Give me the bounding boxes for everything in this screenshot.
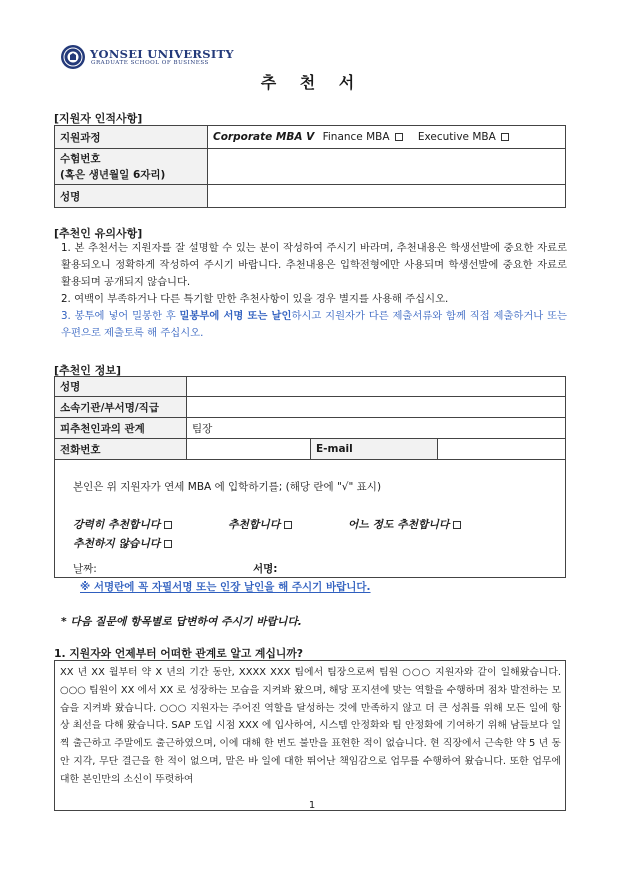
logo-subtitle: GRADUATE SCHOOL OF BUSINESS bbox=[91, 60, 209, 66]
signature-label: 서명: bbox=[253, 563, 278, 575]
question-instruction: * 다음 질문에 항목별로 답변하여 주시기 바랍니다. bbox=[61, 615, 302, 628]
note-3-a: 3. 봉투에 넣어 밀봉한 후 bbox=[61, 310, 180, 322]
phone-label: 전화번호 bbox=[55, 439, 187, 460]
strongly-recommend-checkbox[interactable] bbox=[164, 521, 172, 529]
option-recommend-label: 추천합니다 bbox=[227, 518, 281, 531]
option-strongly-recommend-label: 강력히 추천합니다 bbox=[73, 518, 161, 531]
page-title: 추 천 서 bbox=[260, 73, 364, 92]
university-logo bbox=[60, 44, 234, 70]
applicant-section-title: [지원자 인적사항] bbox=[54, 112, 143, 125]
phone-field[interactable] bbox=[187, 439, 311, 460]
program-options bbox=[208, 126, 566, 149]
recommender-section-title: [추천인 정보] bbox=[54, 364, 122, 377]
finance-checkbox[interactable] bbox=[395, 133, 403, 141]
signature-warning: ※ 서명란에 꼭 자필서명 또는 인장 날인을 해 주시기 바랍니다. bbox=[80, 581, 371, 593]
recommendation-box bbox=[54, 459, 566, 578]
university-seal-icon bbox=[60, 44, 86, 70]
notes-section-title: [추천인 유의사항] bbox=[54, 227, 143, 240]
note-2: 2. 여백이 부족하거나 다른 특기할 만한 추천사항이 있을 경우 별지를 사용해 주십시오. bbox=[61, 293, 449, 305]
page-number: 1 bbox=[308, 800, 316, 811]
applicant-name-label: 성명 bbox=[55, 185, 208, 208]
option-strongly-recommend[interactable] bbox=[73, 518, 198, 531]
org-field[interactable] bbox=[187, 397, 566, 418]
option-somewhat-recommend[interactable] bbox=[348, 518, 487, 531]
question-1-answer[interactable]: XX 년 XX 월부터 약 X 년의 기간 동안, XXXX XXX 팀에서 팀장으로써 팀원 ○○○ 지원자와 같이 일해왔습니다. ○○○ 팀원이 XX 에서 XX 로 성장하는 모습을 지켜봐 왔으며, 해당 포지션에 맞는 역할을 수행하며 점차 발전하는 모습을 지켜봐 왔습니다. ○○○ 지원자는 주어진 역할을 달성하는 것에 만족하지 않고 더 큰 성취를 위해 모든 일에 항상 최선을 다해 왔습니다. SAP 도입 시점 XXX 에 입사하여, 시스템 안정화와 팀 안정화에 기여하기 위해 남들보다 일찍 출근하고 주말에도 출근하였으며, 이에 대해 한 번도 불만을 표현한 적이 없습니다. 현 직장에서 근속한 약 5 년 동안 지각, 무단 결근을 한 적이 없으며, 맡은 바 일에 대한 뛰어난 책임감으로 업무를 수행하여 왔습니다. 또한 업무에 대한 본인만의 소신이 뚜렷하여 bbox=[54, 660, 566, 811]
note-3-emphasis: 밀봉부에 서명 또는 날인 bbox=[179, 310, 292, 322]
recommender-name-field[interactable] bbox=[187, 377, 566, 397]
relation-label: 피추천인과의 관계 bbox=[55, 418, 187, 439]
notes-list bbox=[61, 240, 567, 342]
option-somewhat-recommend-label: 어느 정도 추천합니다 bbox=[347, 518, 450, 531]
not-recommend-checkbox[interactable] bbox=[164, 540, 172, 548]
program-executive-label: Executive MBA bbox=[417, 131, 496, 143]
note-3 bbox=[61, 308, 567, 342]
exam-number-label-sub: (혹은 생년월일 6자리) bbox=[60, 168, 166, 181]
note-1: 1. 본 추천서는 지원자를 잘 설명할 수 있는 분이 작성하여 주시기 바라며, 추천내용은 학생선발에 중요한 자료로 활용되오니 정확하게 작성하여 주시기 바랍니다. 추천내용은 입학전형에만 사용되며 학생선발에 중요한 자료로 활용되며 공개되지 않습니다. bbox=[61, 242, 567, 288]
exam-number-label bbox=[55, 149, 208, 185]
org-label: 소속기관/부서명/직급 bbox=[55, 397, 187, 418]
option-recommend[interactable] bbox=[228, 518, 318, 531]
applicant-name-field[interactable] bbox=[208, 185, 566, 208]
date-label: 날짜: bbox=[73, 563, 97, 575]
program-corporate: Corporate MBA V bbox=[213, 131, 315, 143]
exam-number-label-main: 수험번호 bbox=[60, 152, 101, 165]
option-not-recommend[interactable] bbox=[73, 537, 198, 550]
logo-name: YONSEI UNIVERSITY bbox=[90, 47, 234, 61]
recommender-table bbox=[54, 376, 566, 460]
program-finance-label: Finance MBA bbox=[322, 131, 390, 143]
email-field[interactable] bbox=[438, 439, 566, 460]
question-1-label: 1. 지원자와 언제부터 어떠한 관계로 알고 계십니까? bbox=[54, 647, 304, 660]
program-label: 지원과정 bbox=[55, 126, 208, 149]
note-3-c: 하시고 지원자가 다른 제출서류와 함께 직접 제출하거나 또는 우편으로 제출토록 해 주십시오. bbox=[61, 310, 567, 339]
email-label: E-mail bbox=[311, 439, 438, 460]
exam-number-field[interactable] bbox=[208, 149, 566, 185]
somewhat-recommend-checkbox[interactable] bbox=[453, 521, 461, 529]
recommendation-intro: 본인은 위 지원자가 연세 MBA 에 입학하기를; (해당 란에 "√" 표시) bbox=[73, 481, 382, 493]
recommendation-options bbox=[73, 515, 559, 553]
relation-field[interactable]: 팀장 bbox=[187, 418, 566, 439]
recommend-checkbox[interactable] bbox=[284, 521, 292, 529]
option-not-recommend-label: 추천하지 않습니다 bbox=[73, 537, 161, 550]
executive-checkbox[interactable] bbox=[501, 133, 509, 141]
applicant-table bbox=[54, 125, 566, 208]
recommender-name-label: 성명 bbox=[55, 377, 187, 397]
